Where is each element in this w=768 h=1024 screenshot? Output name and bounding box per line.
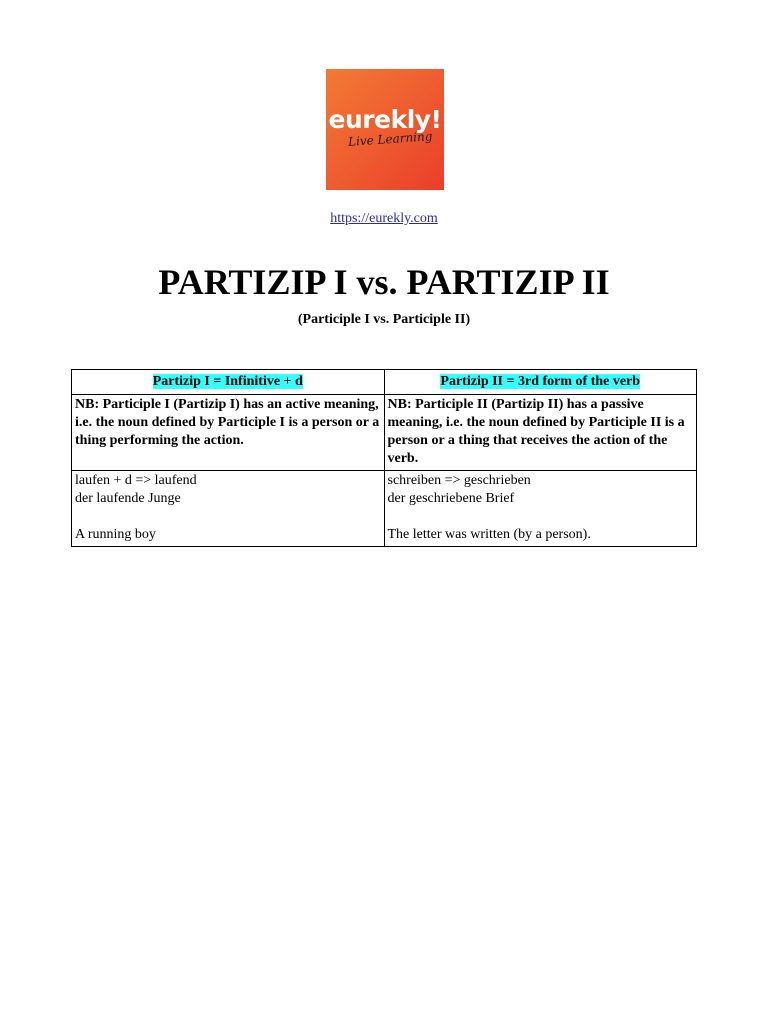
header-label-partizip-2: Partizip II = 3rd form of the verb bbox=[440, 374, 641, 389]
header-cell-partizip-1 bbox=[72, 370, 385, 395]
website-link-row bbox=[0, 210, 768, 227]
example-cell-partizip-2 bbox=[384, 471, 697, 547]
comparison-table bbox=[71, 369, 697, 547]
example-german-phrase: der laufende Junge bbox=[75, 491, 181, 506]
logo-wordmark: eurekly! bbox=[328, 105, 442, 134]
example-formation: laufen + d => laufend bbox=[75, 473, 197, 488]
example-formation: schreiben => geschrieben bbox=[387, 473, 531, 488]
website-link[interactable]: https://eurekly.com bbox=[330, 211, 438, 226]
table-row-notes bbox=[72, 395, 697, 471]
example-english-translation: A running boy bbox=[75, 527, 156, 542]
example-spacer bbox=[75, 508, 381, 526]
note-partizip-2: NB: Participle II (Partizip II) has a passive meaning, i.e. the noun defined by Participle II is a person or a thing that receives the action of the verb. bbox=[384, 395, 697, 471]
eurekly-logo bbox=[326, 69, 444, 190]
header-label-partizip-1: Partizip I = Infinitive + d bbox=[152, 374, 303, 389]
example-german-phrase: der geschriebene Brief bbox=[387, 491, 515, 506]
logo-tagline: Live Learning bbox=[347, 129, 433, 149]
note-partizip-1: NB: Participle I (Partizip I) has an active meaning, i.e. the noun defined by Participle I is a person or a thing performing the action. bbox=[72, 395, 385, 471]
page-subtitle: (Participle I vs. Participle II) bbox=[297, 312, 471, 327]
page-title: PARTIZIP I vs. PARTIZIP II bbox=[158, 262, 610, 302]
table-header-row bbox=[72, 370, 697, 395]
example-cell-partizip-1 bbox=[72, 471, 385, 547]
example-spacer bbox=[388, 508, 694, 526]
table-row-examples bbox=[72, 471, 697, 547]
example-english-translation: The letter was written (by a person). bbox=[387, 527, 591, 542]
header-cell-partizip-2 bbox=[384, 370, 697, 395]
